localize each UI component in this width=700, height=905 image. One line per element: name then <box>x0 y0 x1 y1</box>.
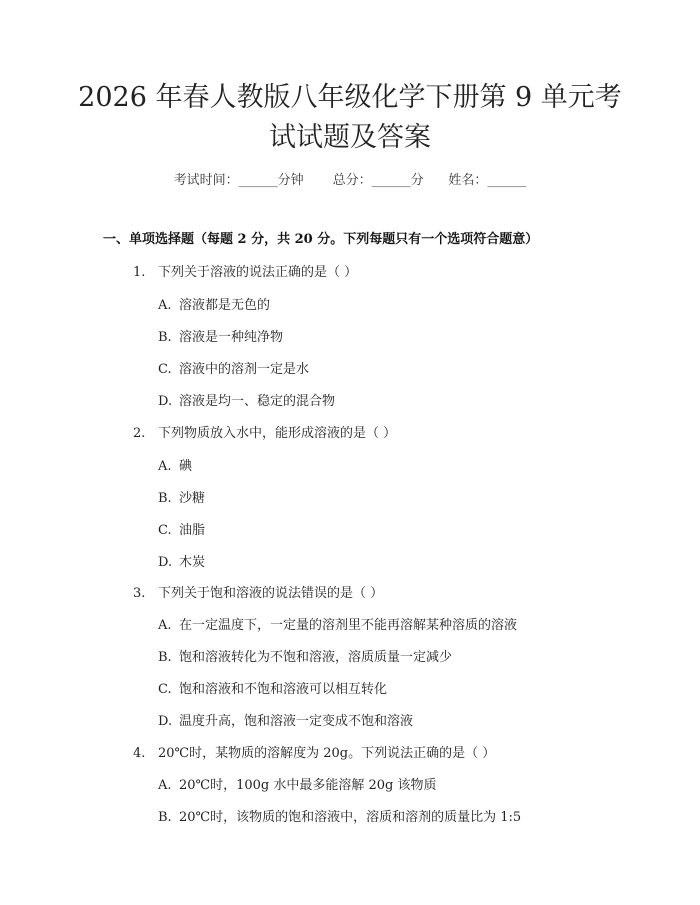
exam-info-line <box>0 169 700 188</box>
option-text: 饱和溶液和不饱和溶液可以相互转化 <box>179 682 388 697</box>
option-label: C. <box>158 682 172 697</box>
option-item <box>158 519 205 538</box>
question-text: 20℃时，某物质的溶解度为 20g。下列说法正确的是（ ） <box>158 746 496 761</box>
question-number: 1. <box>133 265 146 280</box>
option-item <box>158 390 335 409</box>
question-text: 下列物质放入水中，能形成溶液的是（ ） <box>158 426 397 441</box>
option-text: 溶液是均一、稳定的混合物 <box>179 394 336 409</box>
total-score-field: 总分：______分 <box>332 173 424 188</box>
option-label: D. <box>158 555 173 570</box>
option-item <box>158 646 452 665</box>
option-text: 饱和溶液转化为不饱和溶液，溶质质量一定减少 <box>179 650 453 665</box>
question-text: 下列关于溶液的说法正确的是（ ） <box>158 265 358 280</box>
option-item <box>158 455 192 474</box>
question-number: 2. <box>133 426 146 441</box>
option-text: 沙糖 <box>179 491 206 506</box>
option-label: C. <box>158 523 172 538</box>
option-text: 温度升高，饱和溶液一定变成不饱和溶液 <box>179 714 414 729</box>
option-label: D. <box>158 714 173 729</box>
question-number: 4. <box>133 746 146 761</box>
option-item <box>158 710 413 729</box>
question-number: 3. <box>133 586 146 601</box>
option-text: 木炭 <box>179 555 206 570</box>
option-item <box>158 358 309 377</box>
option-label: D. <box>158 394 173 409</box>
option-text: 20℃时，100g 水中最多能溶解 20g 该物质 <box>179 778 437 793</box>
question-item <box>133 422 396 441</box>
option-item <box>158 774 436 793</box>
option-text: 溶液中的溶剂一定是水 <box>179 362 310 377</box>
option-item <box>158 294 270 313</box>
question-item <box>133 261 357 280</box>
option-item <box>158 678 387 697</box>
student-name-field: 姓名：______ <box>448 173 527 188</box>
option-text: 20℃时，该物质的饱和溶液中，溶质和溶剂的质量比为 1:5 <box>179 810 522 825</box>
option-text: 碘 <box>179 459 193 474</box>
option-item <box>158 551 205 570</box>
option-text: 在一定温度下，一定量的溶剂里不能再溶解某种溶质的溶液 <box>179 618 518 633</box>
option-text: 溶液都是无色的 <box>179 298 271 313</box>
option-item <box>158 326 283 345</box>
question-text: 下列关于饱和溶液的说法错误的是（ ） <box>158 586 384 601</box>
option-label: B. <box>158 650 172 665</box>
option-text: 油脂 <box>179 523 206 538</box>
section-heading: 一、单项选择题（每题 2 分，共 20 分。下列每题只有一个选项符合题意） <box>103 232 539 247</box>
option-label: B. <box>158 330 172 345</box>
option-label: A. <box>158 298 172 313</box>
option-label: B. <box>158 810 172 825</box>
exam-time-field: 考试时间：______分钟 <box>173 173 304 188</box>
option-label: A. <box>158 778 172 793</box>
question-item <box>133 582 383 601</box>
page-title-line-1: 2026 年春人教版八年级化学下册第 9 单元考 <box>78 82 622 113</box>
option-label: A. <box>158 618 172 633</box>
page-title-line-2: 试试题及答案 <box>269 122 431 153</box>
option-text: 溶液是一种纯净物 <box>179 330 284 345</box>
option-label: B. <box>158 491 172 506</box>
option-item <box>158 806 521 825</box>
option-item <box>158 614 517 633</box>
option-label: C. <box>158 362 172 377</box>
question-item <box>133 742 495 761</box>
option-item <box>158 487 205 506</box>
option-label: A. <box>158 459 172 474</box>
